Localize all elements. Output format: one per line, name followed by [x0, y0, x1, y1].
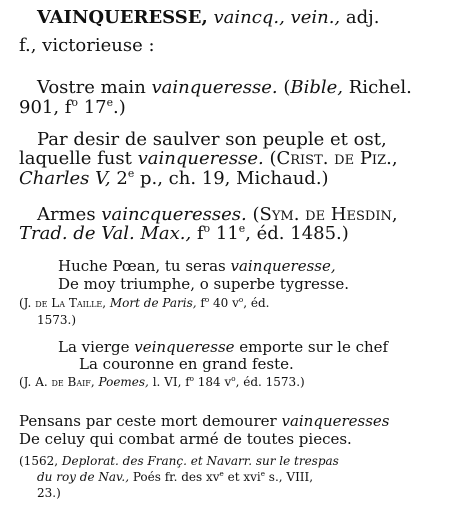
entry-definition: f., victorieuse :	[19, 35, 155, 56]
source-title: du roy de Nav.,	[37, 470, 130, 484]
citation-6-source-3: 23.)	[37, 486, 61, 500]
source-title: Mort de Paris,	[106, 296, 197, 310]
citation-6-verse-2: De celuy qui combat armé de toutes pieces.	[19, 430, 352, 448]
citation-6-source-2: du roy de Nav., Poés fr. des $xv^e$ et xvi$^e$ s., VIII,	[37, 469, 314, 484]
source-author: Crist. de Piz.,	[276, 148, 398, 169]
citation-2-line-1: Par desir de saulver son peuple et ost,	[37, 129, 387, 150]
citation-3-line-2: Trad. de Val. Max., $f^o$ 11e, éd. 1485.)	[19, 222, 349, 244]
quoted-word: vainqueresse.	[137, 148, 264, 169]
citation-5-source: (J. A. de Baif, Poemes, l. VI, $f^o$ 184 $v^o$, éd. 1573.)	[19, 374, 305, 389]
citation-4-source-1: (J. de La Taille, Mort de Paris, $f^o$ 40 $v^o$, éd.	[19, 295, 270, 310]
citation-6-source-1: (1562, Deplorat. des Franç. et Navarr. sur le trespas	[19, 454, 339, 468]
quoted-word: vainqueresse.	[151, 77, 278, 98]
citation-3-line-1: Armes vaincqueresses. (Sym. de Hesdin,	[37, 204, 398, 225]
quoted-word: vaincqueresses.	[101, 204, 247, 225]
headword-variants: vaincq., vein.,	[213, 7, 341, 28]
entry-headline	[37, 9, 379, 27]
source-title: Bible,	[290, 77, 344, 98]
citation-2-line-3: Charles V, 2e p., ch. 19, Michaud.)	[19, 167, 329, 189]
quoted-word: vainqueresses	[281, 412, 390, 430]
headword: VAINQUERESSE,	[37, 7, 208, 28]
citation-4-verse-1: Huche Pœan, tu seras vainqueresse,	[58, 257, 336, 275]
source-title: Trad. de Val. Max.,	[19, 223, 192, 244]
part-of-speech: adj.	[345, 7, 380, 28]
source-author: de Baif,	[51, 375, 95, 389]
source-title: Charles V,	[19, 168, 111, 189]
citation-4-verse-2: De moy triumphe, o superbe tygresse.	[58, 275, 349, 293]
citation-2-line-2: laquelle fust vainqueresse. (Crist. de Piz.,	[19, 148, 398, 169]
citation-1-line-1: Vostre main vainqueresse. (Bible, Richel.	[37, 77, 412, 98]
source-title: Deplorat. des Franç. et Navarr. sur le trespas	[61, 454, 339, 468]
source-title: Poemes,	[94, 375, 149, 389]
citation-5-verse-2: La couronne en grand feste.	[79, 355, 294, 373]
citation-4-source-2: 1573.)	[37, 313, 77, 327]
citation-1-line-2: 901, $f^o$ 17e.)	[19, 96, 126, 118]
source-author: de La Taille,	[35, 296, 107, 310]
source-author: Sym. de Hesdin,	[259, 204, 398, 225]
quoted-word: vainqueresse,	[230, 257, 336, 275]
citation-5-verse-1: La vierge veinqueresse emporte sur le chef	[58, 338, 389, 356]
quoted-word: veinqueresse	[134, 338, 235, 356]
citation-6-verse-1: Pensans par ceste mort demourer vainqueresses	[19, 412, 390, 430]
